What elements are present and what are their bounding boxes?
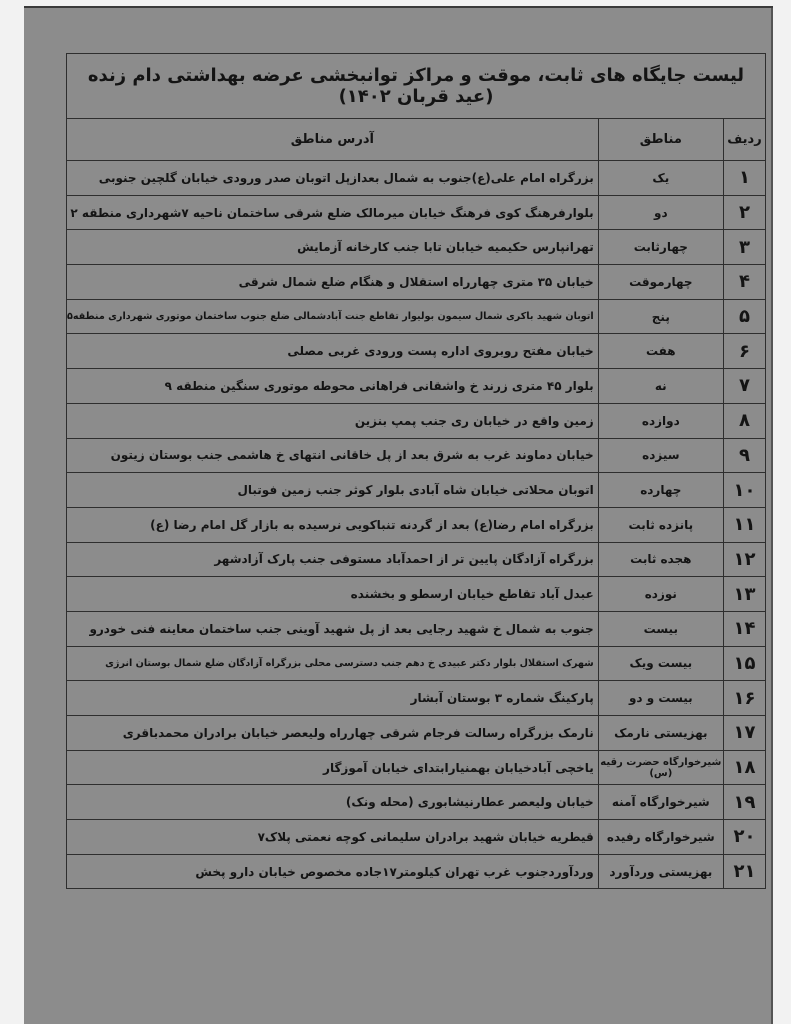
row-number: ۹ — [723, 438, 765, 473]
zone-cell: شیرخوارگاه آمنه — [598, 785, 723, 820]
header-address: آدرس مناطق — [67, 119, 599, 161]
table-row — [67, 507, 766, 542]
table-row — [67, 334, 766, 369]
address-cell: اتوبان شهید باکری شمال سیمون بولیوار تقاطع جنت آبادشمالی ضلع جنوب ساختمان موتوری شهرداری منطقه۵ — [67, 299, 599, 334]
table-row — [67, 403, 766, 438]
row-number: ۷ — [723, 369, 765, 404]
zone-cell: دوازده — [598, 403, 723, 438]
row-number: ۱۱ — [723, 507, 765, 542]
address-cell: پارکینگ شماره ۳ بوستان آبشار — [67, 681, 599, 716]
zone-cell: چهارثابت — [598, 230, 723, 265]
address-cell: زمین واقع در خیابان ری جنب پمپ بنزین — [67, 403, 599, 438]
table-row — [67, 577, 766, 612]
row-number: ۳ — [723, 230, 765, 265]
zone-cell: بیست — [598, 611, 723, 646]
row-number: ۱۲ — [723, 542, 765, 577]
address-cell: تهرانپارس حکیمیه خیابان تابا جنب کارخانه آزمایش — [67, 230, 599, 265]
address-cell: یاخچی آبادخیابان بهمنیارابتدای خیابان آموزگار — [67, 750, 599, 785]
row-number: ۲۰ — [723, 820, 765, 855]
zone-cell: شیرخوارگاه رفیده — [598, 820, 723, 855]
address-cell: شهرک استقلال بلوار دکتر عبیدی خ دهم جنب دسترسی محلی بزرگراه آزادگان ضلع شمال بوستان انرژی — [67, 646, 599, 681]
zone-cell: شیرخوارگاه حضرت رقیه (س) — [598, 750, 723, 785]
title-row — [67, 54, 766, 119]
address-cell: خیابان ۳۵ متری چهارراه استقلال و هنگام ضلع شمال شرقی — [67, 265, 599, 300]
address-cell: قیطریه خیابان شهید برادران سلیمانی کوچه نعمتی پلاک۷ — [67, 820, 599, 855]
locations-table — [66, 53, 766, 889]
table-row — [67, 161, 766, 196]
address-cell: خیابان ولیعصر عطارنیشابوری (محله ونک) — [67, 785, 599, 820]
header-zone: مناطق — [598, 119, 723, 161]
row-number: ۱۷ — [723, 716, 765, 751]
row-number: ۶ — [723, 334, 765, 369]
row-number: ۱۳ — [723, 577, 765, 612]
address-cell: بزرگراه امام علی(ع)جنوب به شمال بعدازپل اتوبان صدر ورودی خیابان گلچین جنوبی — [67, 161, 599, 196]
scanned-page — [24, 6, 773, 1024]
table-row — [67, 854, 766, 889]
table-row — [67, 195, 766, 230]
row-number: ۱۶ — [723, 681, 765, 716]
address-cell: بزرگراه امام رضا(ع) بعد از گردنه تنباکویی نرسیده به بازار گل امام رضا (ع) — [67, 507, 599, 542]
zone-cell: چهارموقت — [598, 265, 723, 300]
table-row — [67, 681, 766, 716]
zone-cell: پنج — [598, 299, 723, 334]
row-number: ۵ — [723, 299, 765, 334]
zone-cell: بهزیستی وردآورد — [598, 854, 723, 889]
table-row — [67, 542, 766, 577]
row-number: ۴ — [723, 265, 765, 300]
table-row — [67, 473, 766, 508]
table-row — [67, 820, 766, 855]
table-row — [67, 716, 766, 751]
zone-cell: بیست ویک — [598, 646, 723, 681]
address-cell: اتوبان محلاتی خیابان شاه آبادی بلوار کوثر جنب زمین فوتبال — [67, 473, 599, 508]
table-row — [67, 369, 766, 404]
zone-cell: دو — [598, 195, 723, 230]
row-number: ۲ — [723, 195, 765, 230]
address-cell: خیابان مفتح روبروی اداره پست ورودی غربی مصلی — [67, 334, 599, 369]
table-row — [67, 750, 766, 785]
address-cell: عبدل آباد تقاطع خیابان ارسطو و بخشنده — [67, 577, 599, 612]
zone-cell: سیزده — [598, 438, 723, 473]
address-cell: بزرگراه آزادگان پایین تر از احمدآباد مستوفی جنب پارک آزادشهر — [67, 542, 599, 577]
table-row — [67, 785, 766, 820]
zone-cell: بهزیستی نارمک — [598, 716, 723, 751]
row-number: ۱ — [723, 161, 765, 196]
row-number: ۲۱ — [723, 854, 765, 889]
row-number: ۱۹ — [723, 785, 765, 820]
table-row — [67, 265, 766, 300]
address-cell: وردآوردجنوب غرب تهران کیلومتر۱۷جاده مخصوص خیابان دارو پخش — [67, 854, 599, 889]
address-cell: خیابان دماوند غرب به شرق بعد از پل خاقانی انتهای خ هاشمی جنب بوستان زیتون — [67, 438, 599, 473]
row-number: ۱۸ — [723, 750, 765, 785]
table-row — [67, 438, 766, 473]
address-cell: نارمک بزرگراه رسالت فرجام شرقی چهارراه ولیعصر خیابان برادران محمدباقری — [67, 716, 599, 751]
row-number: ۱۰ — [723, 473, 765, 508]
table-row — [67, 230, 766, 265]
zone-cell: پانزده ثابت — [598, 507, 723, 542]
zone-cell: بیست و دو — [598, 681, 723, 716]
header-row — [67, 119, 766, 161]
zone-cell: چهارده — [598, 473, 723, 508]
document-title: لیست جایگاه های ثابت، موقت و مراکز توانبخشی عرضه بهداشتی دام زنده (عید قربان ۱۴۰۲) — [67, 54, 766, 119]
table-row — [67, 646, 766, 681]
table-row — [67, 299, 766, 334]
zone-cell: هجده ثابت — [598, 542, 723, 577]
address-cell: بلوارفرهنگ کوی فرهنگ خیابان میرمالک ضلع شرقی ساختمان ناحیه ۷شهرداری منطقه ۲ — [67, 195, 599, 230]
row-number: ۱۴ — [723, 611, 765, 646]
zone-cell: یک — [598, 161, 723, 196]
address-cell: بلوار ۴۵ متری زرند خ واشقانی فراهانی محوطه موتوری سنگین منطقه ۹ — [67, 369, 599, 404]
zone-cell: نوزده — [598, 577, 723, 612]
table-row — [67, 611, 766, 646]
header-row-number: ردیف — [723, 119, 765, 161]
zone-cell: هفت — [598, 334, 723, 369]
zone-cell: نه — [598, 369, 723, 404]
address-cell: جنوب به شمال خ شهید رجایی بعد از پل شهید آوینی جنب ساختمان معاینه فنی خودرو — [67, 611, 599, 646]
row-number: ۸ — [723, 403, 765, 438]
row-number: ۱۵ — [723, 646, 765, 681]
